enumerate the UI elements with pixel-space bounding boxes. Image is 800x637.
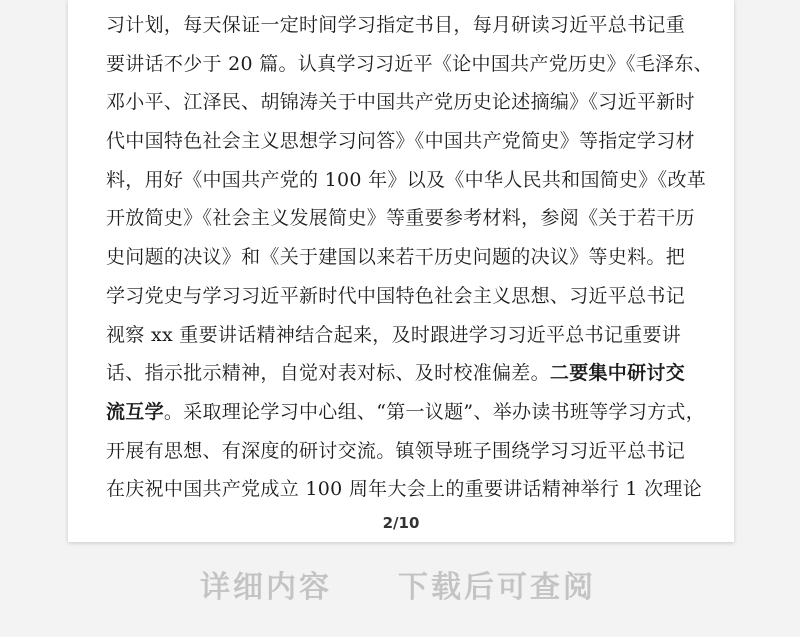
- text-segment: 视察 xx 重要讲话精神结合起来，及时跟进学习习近平总书记重要讲: [106, 323, 682, 346]
- text-segment: 开放简史》《社会主义发展简史》等重要参考材料，参阅《关于若干历: [106, 207, 695, 230]
- document-page: [68, 0, 734, 542]
- text-line: [106, 432, 706, 471]
- body-text: [106, 6, 713, 509]
- text-segment: 开展有思想、有深度的研讨交流。镇领导班子围绕学习习近平总书记: [106, 439, 686, 462]
- text-segment: 邓小平、江泽民、胡锦涛关于中国共产党历史论述摘编》《习近平新时: [106, 91, 695, 114]
- text-line: [106, 161, 706, 200]
- bold-text-segment: 流互学: [106, 400, 164, 423]
- details-label: 详细内容: [200, 570, 332, 605]
- text-line: [106, 393, 706, 432]
- text-line: [106, 45, 713, 84]
- text-segment: 在庆祝中国共产党成立 100 周年大会上的重要讲话精神举行 1 次理论: [106, 478, 703, 501]
- page-number: 2/10: [382, 514, 420, 532]
- text-line: [106, 238, 706, 277]
- text-line: [106, 277, 706, 316]
- text-segment: 。采取理论学习中心组、“第一议题”、举办读书班等学习方式，: [163, 400, 706, 423]
- text-line: [106, 316, 706, 355]
- text-segment: 代中国特色社会主义思想学习问答》《中国共产党简史》等指定学习材: [106, 130, 695, 153]
- bold-text-segment: 二要集中研讨交: [549, 362, 686, 385]
- text-segment: 史问题的决议》和《关于建国以来若干历史问题的决议》等史料。把: [106, 246, 686, 269]
- text-line: [106, 83, 706, 122]
- text-segment: 学习党史与学习习近平新时代中国特色社会主义思想、习近平总书记: [106, 284, 686, 307]
- text-segment: 习计划，每天保证一定时间学习指定书目，每月研读习近平总书记重: [106, 14, 686, 36]
- text-line: [106, 354, 706, 393]
- text-line: [106, 6, 706, 45]
- text-segment: 话、指示批示精神，自觉对表对标、及时校准偏差。: [106, 362, 550, 385]
- text-line: [106, 122, 706, 161]
- text-segment: 料，用好《中国共产党的 100 年》以及《中华人民共和国简史》《改革: [106, 168, 707, 191]
- text-line: [106, 470, 706, 509]
- text-line: [106, 199, 706, 238]
- text-segment: 要讲话不少于 20 篇。认真学习习近平《论中国共产党历史》《毛泽东、: [106, 52, 713, 75]
- download-to-view-label: 下载后可查阅: [398, 570, 596, 605]
- footer-bar: [0, 560, 800, 610]
